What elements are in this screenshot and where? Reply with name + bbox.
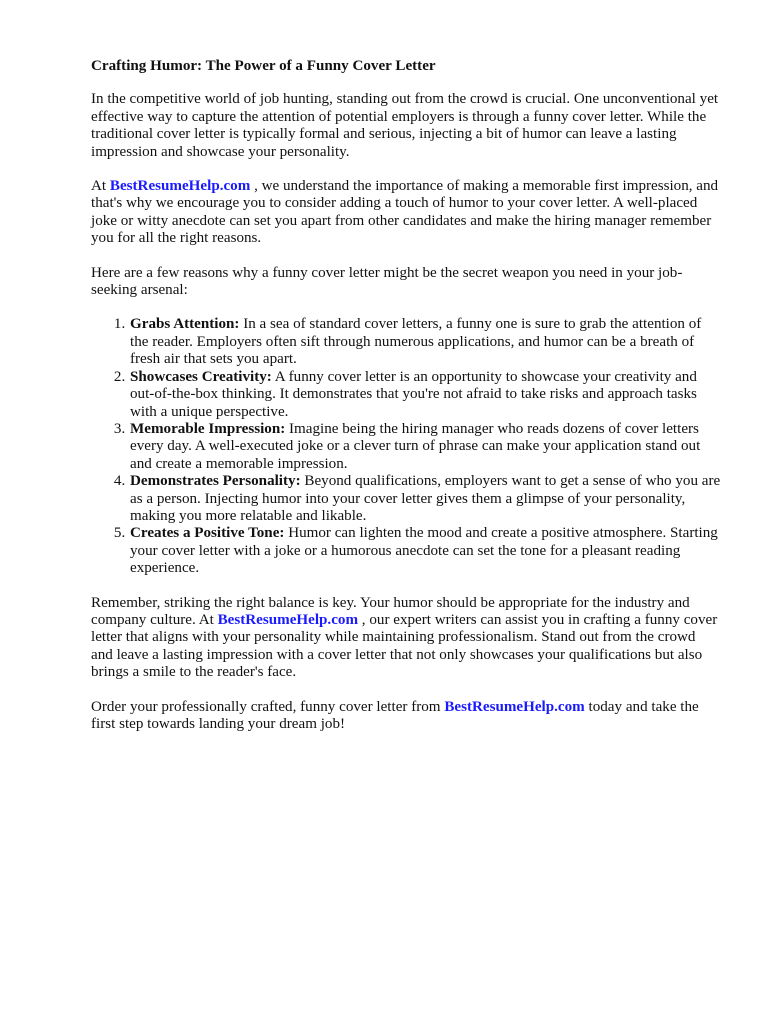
bestresumehelp-link[interactable]: BestResumeHelp.com [444, 698, 585, 715]
reason-term: Grabs Attention: [130, 316, 240, 333]
reason-term: Demonstrates Personality: [130, 473, 301, 490]
order-paragraph-prefix: Order your professionally crafted, funny cover letter from [91, 698, 445, 715]
reason-text: Beyond qualifications, employers want to get a sense of who you are as a person. Injecting humor into your cover letter gives them a glimpse of your personality, making you more relatable and likable. [130, 473, 721, 524]
order-paragraph [91, 699, 721, 734]
remember-paragraph-suffix: , our expert writers can assist you in crafting a funny cover letter that aligns with your personality while maintaining professionalism. Stand out from the crowd and leave a lasting impression with a cover letter that not only showcases your qualifications but also brings a smile to the reader's face. [91, 611, 718, 681]
list-item [129, 369, 721, 421]
remember-paragraph [91, 595, 721, 682]
company-paragraph-prefix: At [91, 178, 110, 195]
bestresumehelp-link[interactable]: BestResumeHelp.com [217, 611, 359, 628]
reason-text: In a sea of standard cover letters, a funny one is sure to grab the attention of the reader. Employers often sift through numerous applications, and humor can be a breath of fresh air that sets you apart. [130, 316, 702, 368]
list-item [129, 316, 721, 368]
intro-paragraph: In the competitive world of job hunting, standing out from the crowd is crucial. One unconventional yet effective way to capture the attention of potential employers is through a funny cover letter. While the traditional cover letter is typically formal and serious, injecting a bit of humor can leave a lasting impression and showcase your personality. [91, 91, 719, 160]
reason-term: Showcases Creativity: [130, 368, 272, 385]
document-title: Crafting Humor: The Power of a Funny Cover Letter [91, 58, 436, 74]
company-paragraph [91, 178, 721, 248]
reasons-list [91, 316, 721, 577]
bestresumehelp-link[interactable]: BestResumeHelp.com [109, 178, 251, 195]
list-intro-paragraph: Here are a few reasons why a funny cover letter might be the secret weapon you need in your job-seeking arsenal: [91, 264, 683, 299]
list-item [129, 473, 721, 525]
reason-term: Creates a Positive Tone: [130, 525, 285, 542]
reason-text: Imagine being the hiring manager who reads dozens of cover letters every day. A well-executed joke or a clever turn of phrase can make your application stand out and create a memorable impression. [130, 420, 701, 472]
list-item [129, 421, 721, 473]
list-item [129, 525, 721, 577]
company-paragraph-suffix: , we understand the importance of making a memorable first impression, and that's why we encourage you to consider adding a touch of humor to your cover letter. A well-placed joke or witty anecdote can set you apart from other candidates and make the hiring manager remember you for all the right reasons. [91, 178, 719, 247]
reason-term: Memorable Impression: [130, 420, 286, 437]
order-paragraph-suffix: today and take the first step towards landing your dream job! [91, 698, 699, 732]
document-page [91, 58, 721, 750]
reason-text: A funny cover letter is an opportunity to showcase your creativity and out-of-the-box thinking. It demonstrates that you're not afraid to take risks and approach tasks with a unique perspective. [130, 368, 697, 420]
reason-text: Humor can lighten the mood and create a positive atmosphere. Starting your cover letter with a joke or a humorous anecdote can set the tone for a pleasant reading experience. [130, 525, 718, 577]
remember-paragraph-prefix: Remember, striking the right balance is key. Your humor should be appropriate for the industry and company culture. At [91, 594, 690, 628]
